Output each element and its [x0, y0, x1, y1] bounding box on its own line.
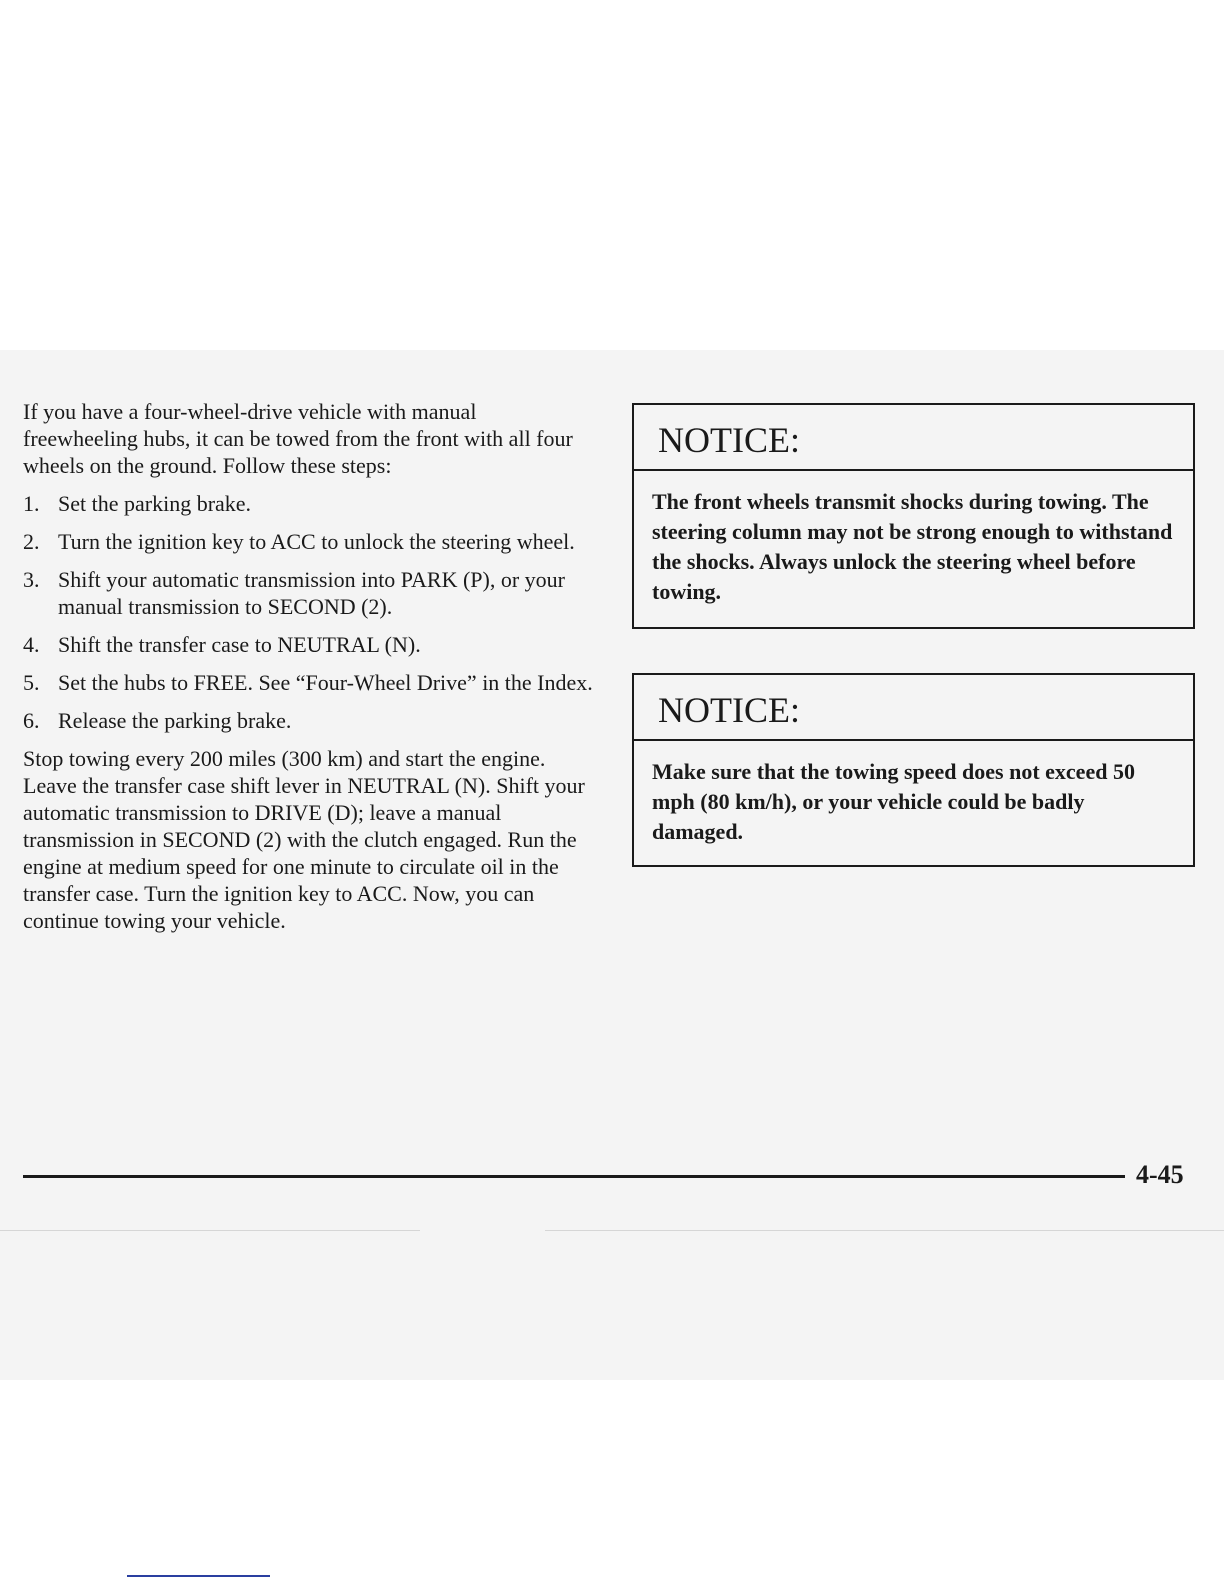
step-number: 6.: [23, 708, 40, 733]
step-text: Shift your automatic transmission into PARK (P), or your manual transmission to SECOND (2).: [58, 567, 566, 619]
step-text: Turn the ignition key to ACC to unlock the steering wheel.: [58, 529, 575, 554]
step-item: [23, 490, 593, 517]
steps-list: [23, 490, 593, 734]
step-text: Set the parking brake.: [58, 491, 252, 516]
step-text: Shift the transfer case to NEUTRAL (N).: [58, 632, 421, 657]
step-text: Set the hubs to FREE. See “Four-Wheel Drive” in the Index.: [58, 670, 593, 695]
step-text: Release the parking brake.: [58, 708, 292, 733]
step-item: [23, 631, 593, 658]
step-item: [23, 528, 593, 555]
intro-paragraph: If you have a four-wheel-drive vehicle with manual freewheeling hubs, it can be towed from the front with all four wheels on the ground. Follow these steps:: [23, 399, 573, 478]
bottom-rule-mark: [127, 1575, 270, 1577]
scan-edge-line: [0, 1230, 420, 1231]
notice-body: The front wheels transmit shocks during towing. The steering column may not be strong enough to withstand the shocks. Always unlock the steering wheel before towing.: [652, 489, 1173, 604]
step-number: 1.: [23, 491, 40, 516]
notice-box-speed: [632, 673, 1195, 867]
step-number: 3.: [23, 567, 40, 592]
notice-heading: NOTICE:: [634, 405, 1193, 471]
step-number: 5.: [23, 670, 40, 695]
step-item: [23, 669, 593, 696]
notice-box-steering: [632, 403, 1195, 629]
scan-edge-line: [545, 1230, 1224, 1231]
step-item: [23, 566, 593, 620]
page-number: 4-45: [1136, 1160, 1184, 1189]
step-number: 2.: [23, 529, 40, 554]
closing-paragraph: Stop towing every 200 miles (300 km) and start the engine. Leave the transfer case shift lever in NEUTRAL (N). Shift your automatic transmission to DRIVE (D); leave a manual transmission in SECOND (2) with the clutch engaged. Run the engine at medium speed for one minute to circulate oil in the transfer case. Turn the ignition key to ACC. Now, you can continue towing your vehicle.: [23, 746, 585, 933]
notice-heading: NOTICE:: [634, 675, 1193, 741]
step-number: 4.: [23, 632, 40, 657]
notice-body: Make sure that the towing speed does not exceed 50 mph (80 km/h), or your vehicle could be badly damaged.: [652, 759, 1135, 844]
towing-instructions: [23, 398, 593, 934]
step-item: [23, 707, 593, 734]
footer-rule: [23, 1175, 1125, 1178]
